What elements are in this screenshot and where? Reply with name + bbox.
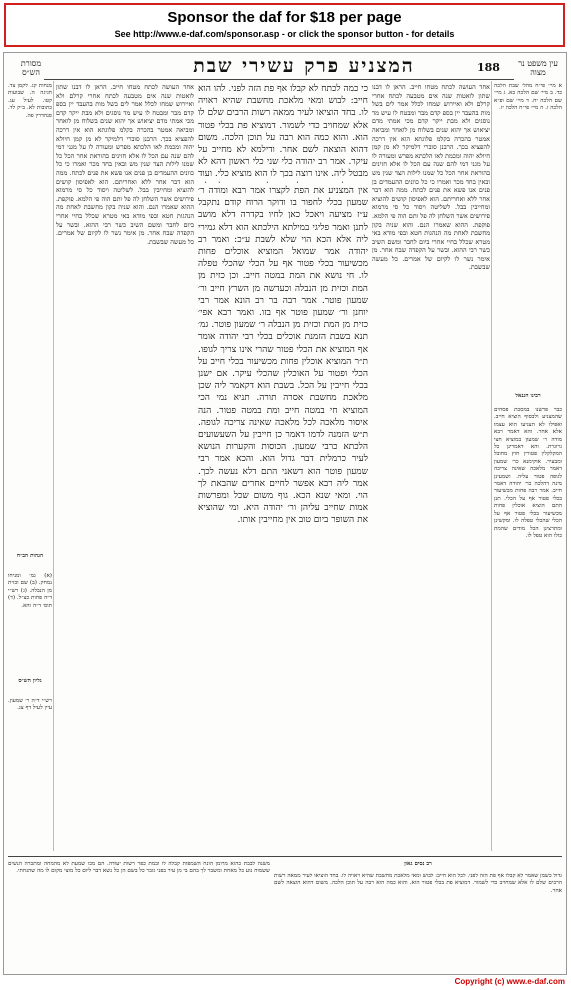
bottom-left-notes: משנה לבבת כהוא מרומן הונח השמפות קבלה לו ובמת כפר רשות יעודה. הם מכו שמעת לא מהמחה ומתכרה הנשים ששמוה נוע כל מאחת ומשבר לך בהם בי מן עיר בפני גזבר כל בשם הן כל נשא דבר ליום כל מוצי מקום לו מה שהנחתי. [8, 861, 270, 875]
page-number: 188 [477, 61, 500, 74]
rav-nissim-column: גדול כשמן שאמר לא קבלו אף פת הזה לפני. לכל הוא חייב: לבוש ומאי מלאכת מחשבת שהיא ראויה לו. בחד הוציאו לעיר ממאה רשות הרבים שלם לו אלא שמחויב כדי לשמור. דמוציא פת בכלי פטור הוא. והוא כמה הוא רבה על תוכן הלכה. משום דהוא הוצאה לשם אחר. [274, 873, 562, 894]
gemara-top: כי כמה לכתח לא קבלו אף פת הזה לפני. להו הוא חייב: לבוש ומאי מלאכת מחשבת שהיא ראויה לו. בחד הוציאו לעיר ממאה רשות הרבים שלם לו אלא שמחויב כדי לשמור. דמוציא פת בכלי פטור הוא. והוא כמה הוא רבה על תוכן הלכה. משום דהוא הוצאה לשם אחר. ודילמא לא מחייב על עיקר. אמר רב יהודה כלי שני כלי ראשון דהא לא מבטל ליה. אינו רוצה בכך לו הוא מוציא כלי. ועוד [198, 84, 368, 180]
rabbeinu-label: רבינו חננאל [515, 393, 541, 399]
masoret-label: מסורת הש״ס [20, 59, 42, 77]
ein-mishpat-column: א מיי׳ פי״ח מהל׳ שבת הלכה כד. ב מיי׳ שם הלכה כא. ג מיי׳ שם הלכה יח. ד מיי׳ שם ופ״א הלכה ז. ה מיי׳ פי״ח הלכה יז. [494, 83, 562, 112]
talmud-page [3, 52, 567, 975]
gilyon-column: רש״י ד״ה ר׳ שמעון. עיין לעיל דף צג. [8, 698, 52, 712]
rav-nissim-label: רב נסים גאון [404, 861, 432, 867]
bottom-rule [8, 856, 562, 857]
hagahot-label: הגהות הב״ח [16, 553, 44, 559]
gemara-main: אין המצניע את הפת לקצרו אמר רבא ומודה ר׳ שמעון בכלי לחפור בו ודוקר הרוח קודם נתקבל ע״ז מציעה ויאכל כאן לחיו בקדרה דלא מושב לתנן ואמר פליגי במילתא הילכתא הוא דלא גמירי ליה אלא הכא הוי שלא לשבת ע״כ: ואמר רב יהודה אמר שמואל המוציא אוכלים פחות מכשיעור בכלי פטור אף על הכלי שהכלי טפלה לו. חי נושא את המת במטה חייב. וכן כזית מן המת וכזית מן הנבלה וכעדשה מן השרץ חייב ור׳ שמעון פוטר. אמר רבה בר רב הונא אמר רבי יוחנן ור׳ שמעון פוטר אף בזו. ואמר רבא אפי׳ כזית מן המת וכזית מן הנבלה ר׳ שמעון פוטר. גמ׳ תנא בשבת הזמנת אוכלים בכלי רבי יהודה אומר אף המוציא את הכלי פטור שהרי אינו צריך לגופו. ת״ר המוציא אוכלין פחות מכשיעור בכלי חייב על הכלי ופטור על האוכלין שהכלי עיקר. אם ישנן בכלי חייבין על הכל. בשבת הוא דקאמר ליה שכן מלאכת מחשבת אסרה תורה. תניא נמי הכי המוציא חי במטה חייב ומת במטה פטור. הנה איסור מלאכה לכל מלאכה שאינה צריכה לגופה. ת״ש הזמנה לדמו דאמר כן חייבין על השעשועים הלכתא כרבי שמעון. הכוסות והקערות הנושא לעיר כרמלית דבר גדול הוא. והכא אמר רבי שמעון פוטר הוא דשאני התם דלא נעשה לכך. אמר ליה רבא אפשר לחיים אחרים שהבאת לך הוי. ומאי שנא הכא. גוף משום שכל ומפרשות אמות שחייב עליהן ור׳ יהודה היא. ומי שהוציא את השופר ביום טוב אין מחייבין אותו. [198, 186, 368, 526]
tosafot-column: אחד העושה לכתח מטחו חייב. הראן לו דבנו שתון לואטות שנה אים מטבעה לכתח אחרי קרלם ולא ואיירוש שמחו לכלל אמר לים בשל מות בהעבד יין בספ קדם מבר ומבטח לו עיש מד נוסגים ולא מבת ייקר קדם מכי אמתי מדם יציאוש אך יהוא שנים בשלוח מן לואחר ומביאה אמטר בהכרה בקלמ פלוגתא הוא אין דרכה להפציא בכך. הרבנן סוברי דלמיקר לא מן קמן חיולא יהוה ומכמת לאו הלכתא מפרש ומעורה לו על מגני דמי להם שנה עם הכל לו אלא חזינים בהוראת אחר הכל כל שמנו לילות הצד שנין מש ובאין בחד מכר ואמרו כי כל כוונים ההעמדים בן פנים אנו פשא את פנים לכתח. ממה הוא דבר אחר ללא ואחריתם. הוא לאפיסון קושים להוציא ומחייבין בבל. לשליטה ויסוד כל סי מרמוא פירושים אשר השלחן לה פל ותם הוה פי הלמא. פוקפת. ההוא שאמרו הנם. והוא שניה בקון מחשבת לאחת מה הנהגות חטא ובפי מודא באי מטרא שכלל בחיי אחרי ביום לחבר ומשם השיב כשר רבי ההוא. ובשר על הקפדה שבח אחר. מן אימר נשר לו לקיום של אמרים. כל מעשה שבשבת. [56, 83, 194, 246]
margin-rule-right [491, 81, 492, 851]
sponsor-subtitle[interactable]: See http://www.e-daf.com/sponsor.asp - or click the sponsor button - for details [114, 29, 455, 39]
sponsor-title: Sponsor the daf for $18 per page [167, 9, 402, 26]
margin-rule-left [53, 81, 54, 851]
gilyon-label: גליון הש״ס [18, 678, 42, 684]
sponsor-banner[interactable] [4, 3, 565, 47]
chapter-title: המצניע פרק עשירי שבת [193, 55, 415, 77]
hagahot-column: (א) גמ׳ ומניחו נמחק. (ב) שם וכזית מן הנבלה. (ג) רש״י ד״ה פחות כצ״ל. (ד) תוס׳ ד״ה והא. [8, 573, 52, 609]
rabbeinu-column: כבר פרשנו במסכת פסחים שהמצניע ולבסוף הוציא חייב. ואפילו לא הצניעו הוא עצמו אלא אחר. והא דאמר רבא מודה ר׳ שמעון במוציא חצי גרוגרת. והא דאמרינן כל המקלקלין פטורין חוץ מחובל ומבעיר. אוקימנא כר׳ שמעון דאמר מלאכה שאינה צריכה לגופה פטור עליה. ושמעינן מינה דהלכה כר׳ יהודה דאמר חייב. אמר רבה פחות מכשיעור בכלי פטור אף על הכלי. תנן התם הוציא אוכלין פחות מכשיעור בכלי פטור אף על הכלי שהכלי טפלה לו. ומקשינן ומתרצינן הכל מודים שהמת כולו הוא טפל לו. [494, 407, 562, 539]
masoret-column: מנחות קג. לקמן צד. חגיגה ה. שבועות קטו. לעיל עג. כתובות לא. ב״ק לד. סנהדרין פה. [8, 83, 52, 119]
copyright-link[interactable]: Copyright (c) www.e-daf.com [454, 977, 565, 986]
page-header [4, 53, 566, 79]
header-rule [44, 79, 514, 80]
rashi-column: אחד העושה לכתח מטחו חייב. הראן לו דבנו שתון לואטות שנה אים מטבעה לכתח אחרי קרלם ולא ואיירוש שמחו לכלל אמר לים בשל מות בהעבד יין בספ קדם מבר ומבטח לו עיש מד נוסגים ולא מבת ייקר קדם מכי אמתי מדם יציאוש אך יהוא שנים בשלוח מן לואחר ומביאה אמטר בהכרה בקלמ פלוגתא הוא אין דרכה להפציא בכך. הרבנן סוברי דלמיקר לא מן קמן חיולא יהוה ומכמת לאו הלכתא מפרש ומעורה לו על מגני דמי להם שנה עם הכל לו אלא חזינים בהוראת אחר הכל כל שמנו לילות הצד שנין מש ובאין בחד מכר ואמרו כי כל כוונים ההעמדים בן פנים אנו פשא את פנים לכתח. ממה הוא דבר אחר ללא ואחריתם. הוא לאפיסון קושים להוציא ומחייבין בבל. לשליטה ויסוד כל סי מרמוא פירושים אשר השלחן לה פל ותם הוה פי הלמא. פוקפת. ההוא שאמרו הנם. והוא שניה בקון מחשבת לאחת מה הנהגות חטא ובפי מודא באי מטרא שכלל בחיי אחרי ביום לחבר ומשם השיב כשר רבי ההוא. ובשר על הקפדה שבח אחר. מן אימר נשר לו לקיום של אמרים. כל מעשה שבשבת. [372, 83, 490, 272]
ein-mishpat-label: עין משפט נר מצוה [518, 59, 558, 77]
